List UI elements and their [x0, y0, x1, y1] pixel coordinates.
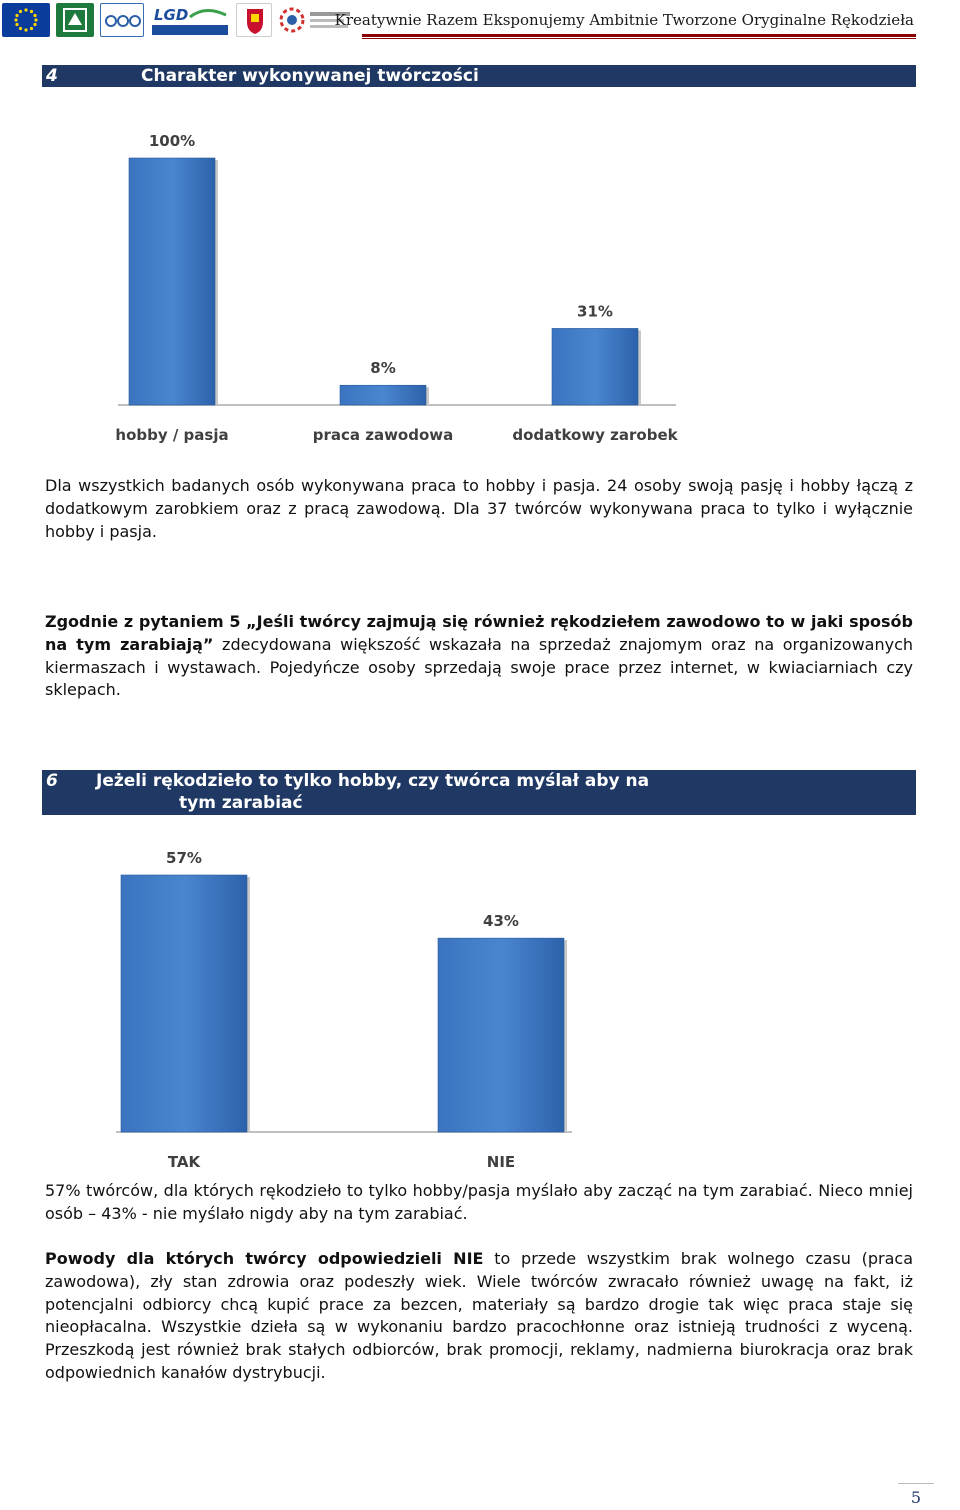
lgd-logo-icon	[150, 3, 230, 37]
bar-praca-zawodowa	[340, 385, 426, 405]
category-label: NIE	[486, 1153, 516, 1171]
section-6-title-line2: tym zarabiać	[179, 793, 303, 813]
ring-logo-icon	[100, 3, 144, 37]
data-label: 100%	[148, 132, 196, 150]
paragraph-reasons-no	[45, 1248, 913, 1385]
paragraph-sales-bold: Zgodnie z pytaniem 5 „Jeśli twórcy zajmują się również rękodziełem zawodowo to w jaki sposób na tym zarabiają”	[45, 612, 913, 654]
svg-text:LGD: LGD	[154, 6, 189, 24]
leader-logo-icon	[56, 3, 94, 37]
section-6-header	[42, 770, 916, 815]
logo-strip	[2, 2, 358, 38]
paragraph-sales-channels	[45, 611, 913, 702]
section-6-number: 6	[46, 771, 58, 791]
chart-creative-character	[100, 120, 700, 450]
data-label: 57%	[166, 849, 202, 867]
data-label: 43%	[483, 912, 519, 931]
section-4-title: Charakter wykonywanej twórczości	[141, 66, 479, 86]
section-4-number: 4	[46, 66, 58, 86]
section-6-title-line1: Jeżeli rękodzieło to tylko hobby, czy twórca myślał aby na	[96, 771, 650, 791]
category-label: TAK	[167, 1153, 201, 1171]
header-rule	[362, 34, 916, 37]
header-rule-thin	[362, 38, 916, 39]
paragraph-sales-rest: zdecydowana większość wskazała na sprzedaż znajomym oraz na organizowanych kiermaszach i wystawach. Pojedyńcze osoby sprzedają swoje prace przez internet, w kwiaciarniach czy sklepach.	[45, 634, 914, 700]
data-label: 8%	[370, 359, 396, 378]
header-title: Kreatywnie Razem Eksponujemy Ambitnie Tworzone Oryginalne Rękodzieła	[334, 11, 914, 29]
bar-nie	[438, 938, 564, 1132]
paragraph-reasons-rest: to przede wszystkim brak wolnego czasu (praca zawodowa), zły stan zdrowia oraz podeszły wiek. Wiele twórców zwracało również uwagę na fakt, iż potencjalni odbiorcy chcą kupić prace za bezcen, materiały są bardzo drogie tak więc praca staje się nieopłacalna. Wszystkie dzieła są w wykonaniu bardzo pracochłonne oraz istnieją trudności z wyceną. Przeszkodą jest również brak stałych odbiorców, brak promocji, reklamy, nadmierna biurokracja oraz brak odpowiednich kanałów dystrybucji.	[45, 1249, 914, 1382]
category-label: hobby / pasja	[115, 426, 229, 444]
bar-dodatkowy-zarobek	[552, 328, 638, 405]
category-label: dodatkowy zarobek	[512, 426, 678, 444]
eu-flag-icon	[2, 3, 50, 37]
paragraph-reasons-bold: Powody dla których twórcy odpowiedzieli NIE	[45, 1249, 484, 1268]
page-number: 5	[898, 1483, 934, 1507]
chart-earning-intent	[100, 835, 600, 1180]
page-header	[0, 0, 960, 44]
coat-of-arms-icon	[236, 3, 272, 37]
bar-hobby-pasja	[129, 158, 215, 405]
paragraph-earning-summary: 57% twórców, dla których rękodzieło to tylko hobby/pasja myślało aby zacząć na tym zarabiać. Nieco mniej osób – 43% - nie myślało nigdy aby na tym zarabiać.	[45, 1181, 913, 1223]
section-4-header	[42, 65, 916, 87]
data-label: 31%	[577, 302, 613, 321]
category-label: praca zawodowa	[312, 426, 454, 444]
bar-tak	[121, 875, 247, 1132]
paragraph-hobby-summary: Dla wszystkich badanych osób wykonywana praca to hobby i pasja. 24 osoby swoją pasję i hobby łączą z dodatkowym zarobkiem oraz z pracą zawodową. Dla 37 twórców wykonywana praca to tylko i wyłącznie hobby i pasja.	[45, 476, 913, 541]
